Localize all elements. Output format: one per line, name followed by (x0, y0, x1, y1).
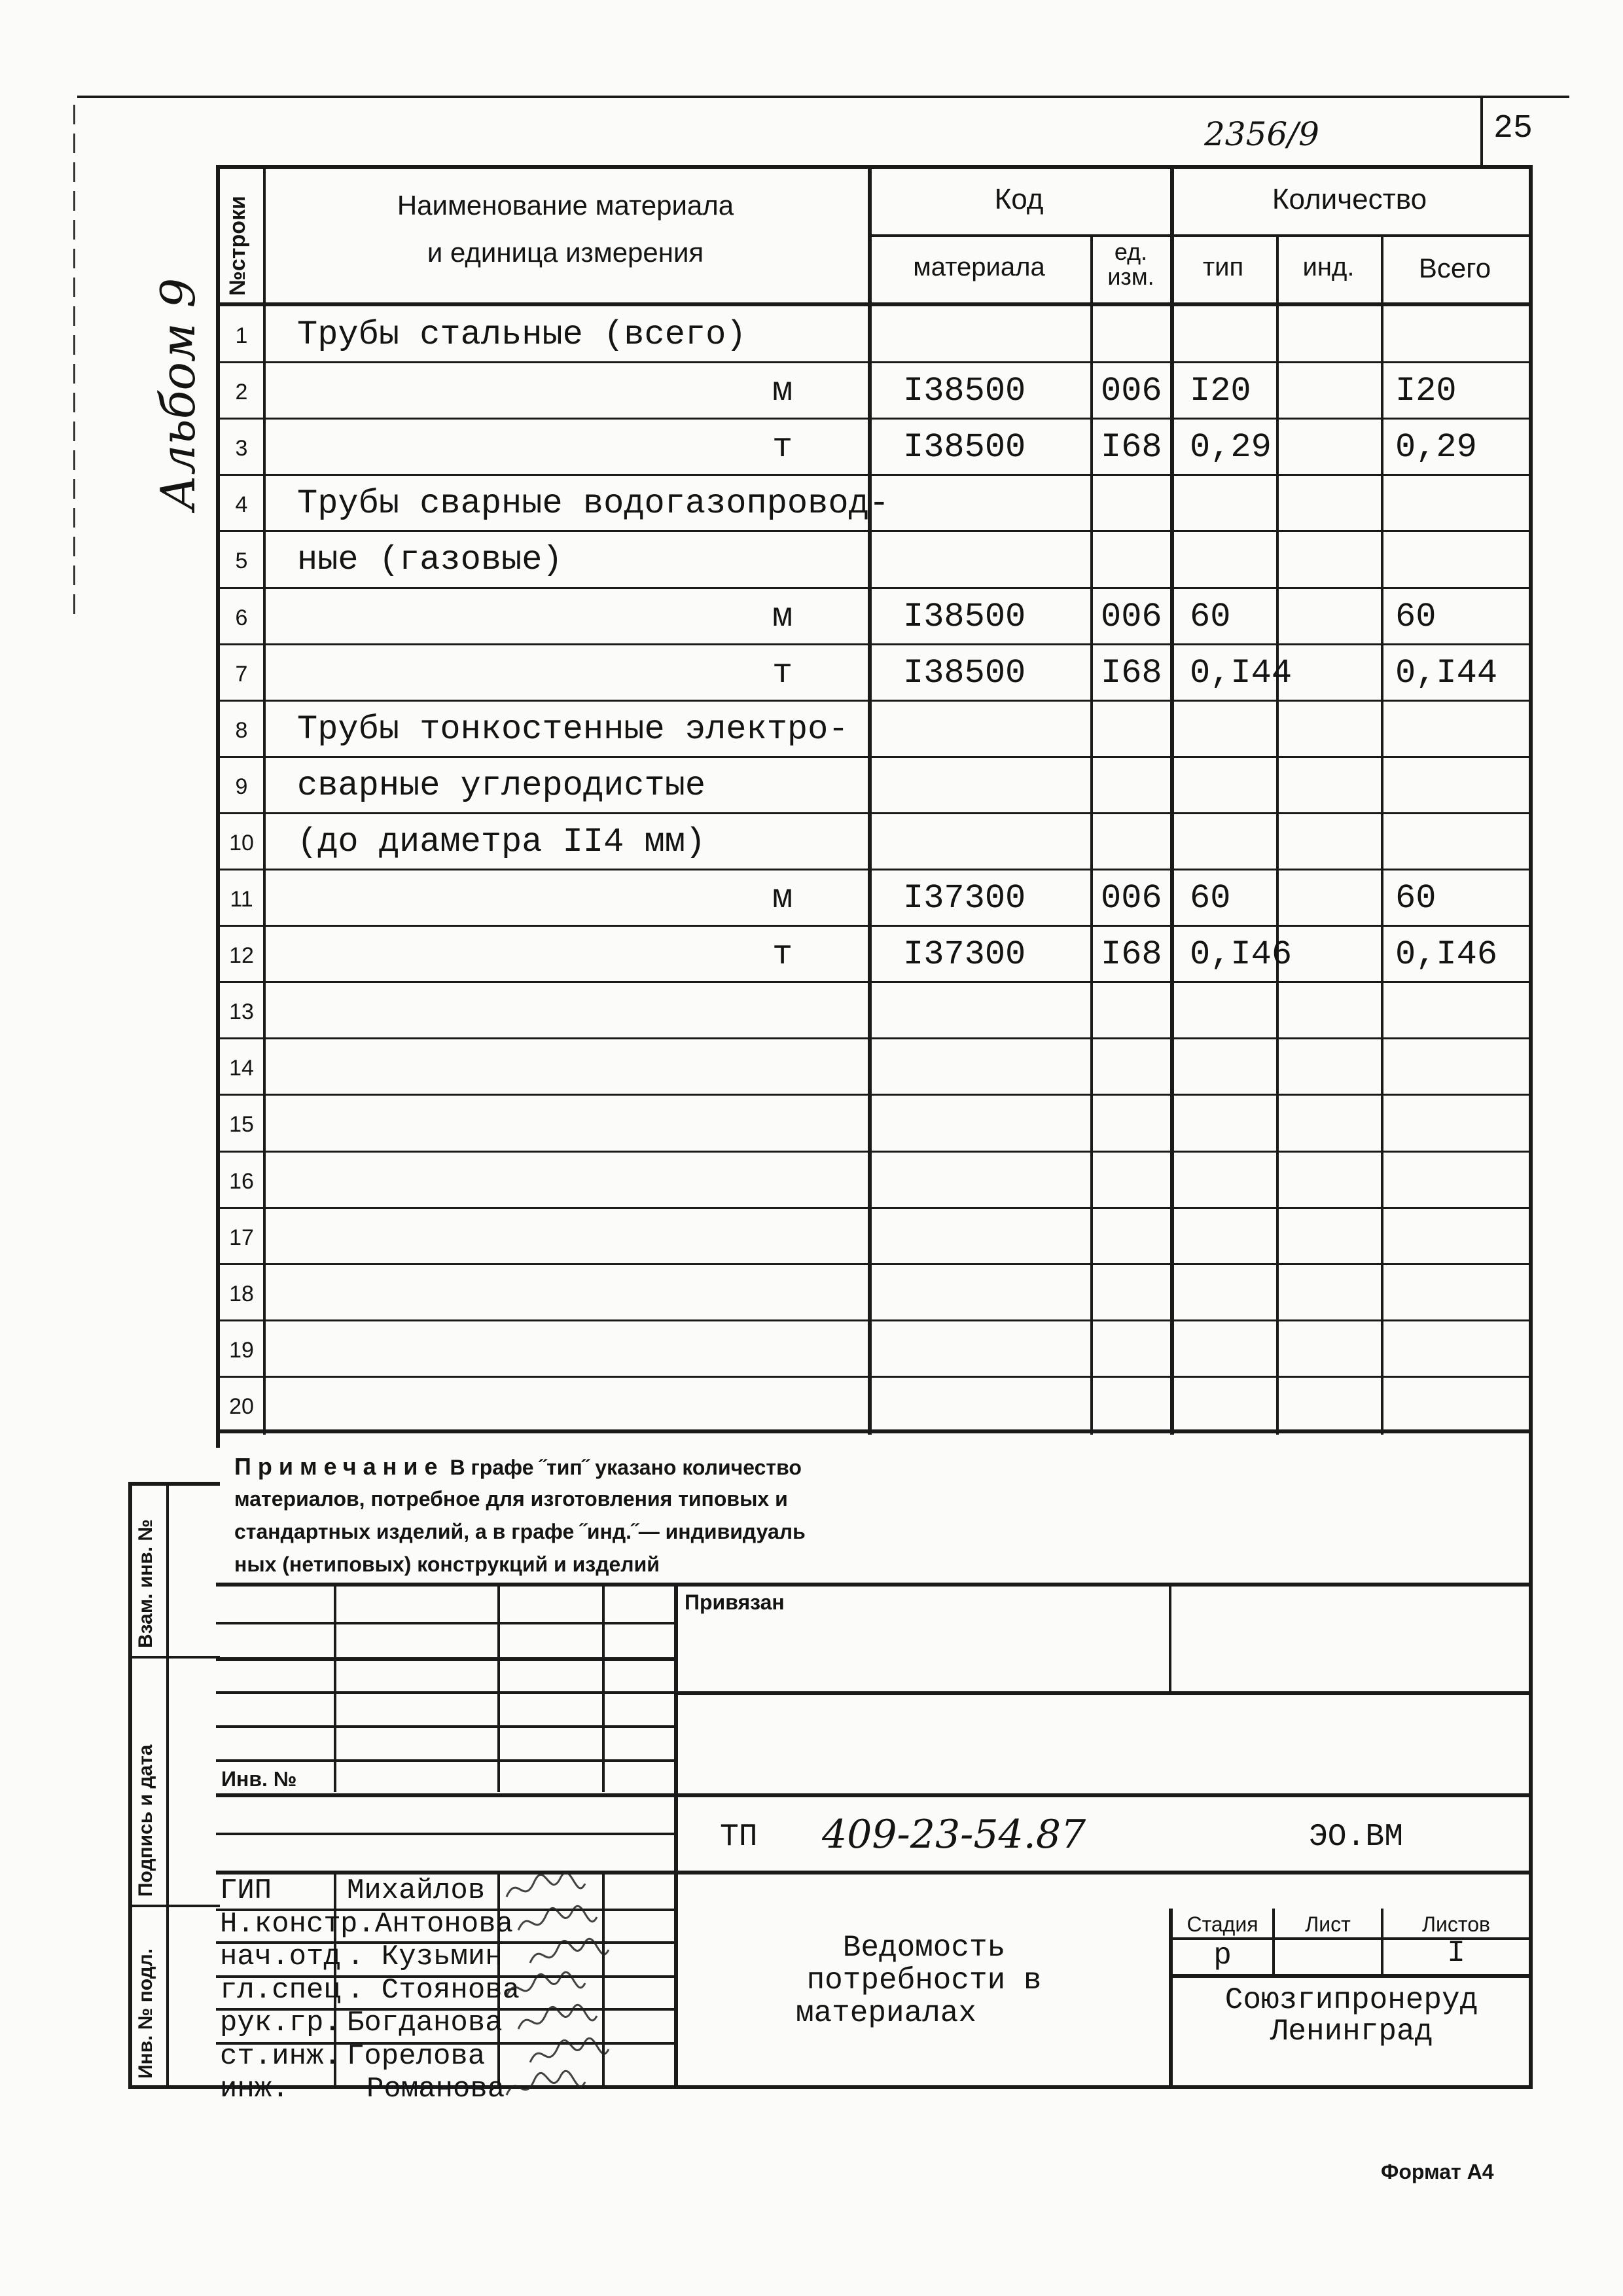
page-number: 25 (1493, 110, 1533, 147)
row-number: 9 (235, 774, 248, 799)
doc-title-line-2: потребности в (806, 1964, 1042, 1998)
row-number: 12 (229, 943, 254, 968)
material-code: I37300 (903, 935, 1026, 974)
side-strip-divider-2 (128, 1905, 220, 1907)
col-row-no-header: №строки (225, 196, 250, 296)
stamp-row-3 (216, 1657, 677, 1661)
note-line-4: ных (нетиповых) конструкций и изделий (234, 1552, 660, 1576)
sheets-label: Листов (1422, 1912, 1490, 1936)
qty-type: 0,I46 (1190, 935, 1293, 974)
tp-prefix: ТП (720, 1820, 758, 1855)
unit-code: 006 (1101, 879, 1162, 918)
qty-total: 0,I46 (1395, 935, 1498, 974)
material-name: (до диаметра II4 мм) (297, 823, 706, 861)
col-qty-total-header: Всего (1418, 253, 1491, 283)
row-number: 8 (235, 718, 248, 743)
signature-scribble (504, 2069, 589, 2113)
material-name: ные (газовые) (297, 541, 563, 579)
qty-total: 0,29 (1395, 428, 1477, 467)
top-border-line (77, 96, 1569, 98)
format-label: Формат А4 (1381, 2160, 1494, 2183)
stamp-bottom (128, 2085, 1533, 2089)
qty-total: I20 (1395, 372, 1457, 410)
stamp-row-7 (216, 1793, 1533, 1797)
note-line-3: стандартных изделий, а в графе ˝инд.˝— индивидуаль (234, 1520, 806, 1543)
side-strip-left (128, 1482, 132, 2087)
material-code: I38500 (903, 598, 1026, 636)
row-number: 7 (235, 662, 248, 687)
stamp-col-2 (497, 1583, 500, 1792)
row-divider (216, 1151, 1531, 1153)
stamp-privyazan-bottom (677, 1691, 1531, 1695)
side-strip-divider-1 (128, 1656, 220, 1659)
col-line-code (1090, 236, 1093, 1435)
col-line-unitcode (1170, 165, 1174, 1435)
stage-value: р (1213, 1939, 1232, 1973)
qty-type: 60 (1190, 879, 1231, 918)
side-inv-podl-label: Инв. № подл. (135, 1948, 156, 2079)
qty-total: 60 (1395, 879, 1436, 918)
staff-name: Богданова (347, 2007, 503, 2039)
sheets-value: I (1447, 1936, 1465, 1970)
table-top-border (216, 165, 1533, 169)
stamp-row-5 (216, 1725, 677, 1728)
staff-name: Михайлов (347, 1874, 486, 1907)
row-divider (216, 643, 1531, 645)
staff-role: рук.гр. (220, 2007, 341, 2039)
row-number: 6 (235, 605, 248, 630)
row-divider (216, 474, 1531, 476)
row-divider (216, 1319, 1531, 1321)
staff-role: гл.спец (220, 1974, 341, 2007)
unit-code: 006 (1101, 372, 1162, 410)
row-divider (216, 587, 1531, 589)
note-line-1 (234, 1453, 802, 1480)
row-divider (216, 700, 1531, 702)
doc-code: ЭО.ВМ (1309, 1820, 1404, 1855)
stamp-row-6 (216, 1759, 677, 1762)
row-divider (216, 1207, 1531, 1209)
note-label: Примечание (234, 1453, 444, 1480)
qty-type: 0,29 (1190, 428, 1272, 467)
stamp-col-3 (602, 1583, 605, 1792)
stamp-col-1 (334, 1583, 336, 1792)
org-line-2: Ленинград (1270, 2015, 1433, 2049)
staff-name: . Стоянова (347, 1974, 520, 2007)
stamp-col-privyazan-right (1169, 1583, 1171, 1693)
unit-of-measure: м (772, 598, 793, 636)
row-divider (216, 925, 1531, 927)
row-number: 18 (229, 1282, 254, 1306)
row-number: 4 (235, 492, 248, 517)
row-divider (216, 812, 1531, 814)
material-code: I38500 (903, 372, 1026, 410)
table-left-border (216, 165, 220, 1448)
row-divider (216, 1094, 1531, 1096)
col-code-material-header: материала (913, 253, 1045, 281)
row-number: 3 (235, 436, 248, 461)
row-divider (216, 756, 1531, 758)
doc-title-line-1: Ведомость (842, 1931, 1006, 1965)
row-number: 13 (229, 999, 254, 1024)
table-bottom (216, 1429, 1533, 1433)
stamp-row-8 (216, 1833, 677, 1835)
header-subline (868, 234, 1530, 237)
side-strip-top (128, 1482, 220, 1486)
staff-name: Романова (366, 2073, 505, 2106)
row-number: 20 (229, 1394, 254, 1419)
row-divider (216, 361, 1531, 363)
staff-role: Н.конст (220, 1908, 341, 1941)
unit-of-measure: т (772, 935, 793, 974)
col-line-num (263, 165, 266, 1435)
row-divider (216, 1037, 1531, 1039)
staff-role: инж. (220, 2073, 289, 2106)
col-qty-ind-header: инд. (1302, 253, 1355, 281)
row-number: 5 (235, 548, 248, 573)
note-line-1-rest: В графе ˝тип˝ указано количество (444, 1456, 802, 1479)
row-divider (216, 981, 1531, 983)
row-number: 19 (229, 1338, 254, 1363)
privyazan-label: Привязан (685, 1590, 785, 1614)
staff-role: нач.отд (220, 1941, 341, 1973)
col-name-header-2: и единица измерения (427, 237, 704, 268)
material-name: Трубы тонкостенные электро- (297, 710, 849, 749)
row-divider (216, 1263, 1531, 1265)
inv-no-label: Инв. № (221, 1767, 297, 1791)
stamp-top (216, 1583, 1533, 1587)
unit-of-measure: т (772, 428, 793, 467)
side-strip-mid (166, 1482, 169, 2087)
note-line-2: материалов, потребное для изготовления типовых и (234, 1487, 788, 1511)
row-divider (216, 418, 1531, 420)
row-divider (216, 1376, 1531, 1378)
doc-number: 2356/9 (1204, 115, 1319, 153)
qty-type: 0,I44 (1190, 654, 1293, 692)
row-divider (216, 530, 1531, 532)
row-number: 15 (229, 1112, 254, 1137)
staff-role: ст.инж. (220, 2040, 341, 2073)
qty-total: 60 (1395, 598, 1436, 636)
staff-role: ГИП (220, 1874, 272, 1907)
unit-code: I68 (1101, 428, 1162, 467)
qty-type: I20 (1190, 372, 1251, 410)
unit-code: 006 (1101, 598, 1162, 636)
stamp-row-2 (216, 1622, 677, 1624)
stage-label: Стадия (1186, 1912, 1258, 1936)
qty-total: 0,I44 (1395, 654, 1498, 692)
row-number: 1 (235, 323, 248, 348)
unit-of-measure: т (772, 654, 793, 692)
stamp-stage-divider-2 (1171, 1974, 1531, 1978)
sheet-label: Лист (1305, 1912, 1351, 1936)
side-vzam-label: Взам. инв. № (135, 1519, 156, 1648)
unit-of-measure: м (772, 879, 793, 918)
left-dashed-margin (73, 105, 75, 615)
material-name: Трубы сварные водогазопровод- (297, 484, 889, 523)
col-qty-type-header: тип (1202, 253, 1244, 281)
doc-title-line-3: материалах (795, 1996, 977, 2030)
org-line-1: Союзгипронеруд (1224, 1983, 1478, 2017)
row-divider (216, 869, 1531, 870)
col-line-name (868, 165, 872, 1435)
col-code-unit-header: ед. изм. (1107, 238, 1154, 290)
unit-code: I68 (1101, 654, 1162, 692)
col-line-type (1276, 236, 1279, 1435)
row-number: 10 (229, 831, 254, 855)
material-code: I38500 (903, 654, 1026, 692)
material-name: Трубы стальные (всего) (297, 315, 747, 354)
header-divider (1480, 96, 1483, 168)
col-code-header: Код (994, 183, 1044, 215)
staff-name: р.Антонова (340, 1908, 514, 1941)
col-name-header-1: Наименование материала (397, 190, 734, 221)
material-code: I38500 (903, 428, 1026, 467)
qty-type: 60 (1190, 598, 1231, 636)
staff-name: Горелова (347, 2040, 486, 2073)
album-label: Альбом 9 (151, 278, 205, 511)
material-code: I37300 (903, 879, 1026, 918)
side-podpis-label: Подпись и дата (135, 1744, 156, 1897)
unit-of-measure: м (772, 372, 793, 410)
header-bottom (216, 302, 1533, 306)
col-line-ind (1381, 236, 1383, 1435)
row-number: 16 (229, 1169, 254, 1194)
row-number: 17 (229, 1225, 254, 1250)
staff-name: . Кузьмин (347, 1941, 503, 1973)
table-right-border (1529, 165, 1533, 2089)
row-number: 2 (235, 380, 248, 404)
project-code: 409-23-54.87 (822, 1812, 1086, 1857)
row-number: 11 (230, 887, 253, 912)
row-number: 14 (229, 1056, 254, 1081)
material-name: сварные углеродистые (297, 766, 706, 805)
unit-code: I68 (1101, 935, 1162, 974)
col-qty-header: Количество (1272, 183, 1427, 215)
stamp-row-4 (216, 1691, 677, 1694)
